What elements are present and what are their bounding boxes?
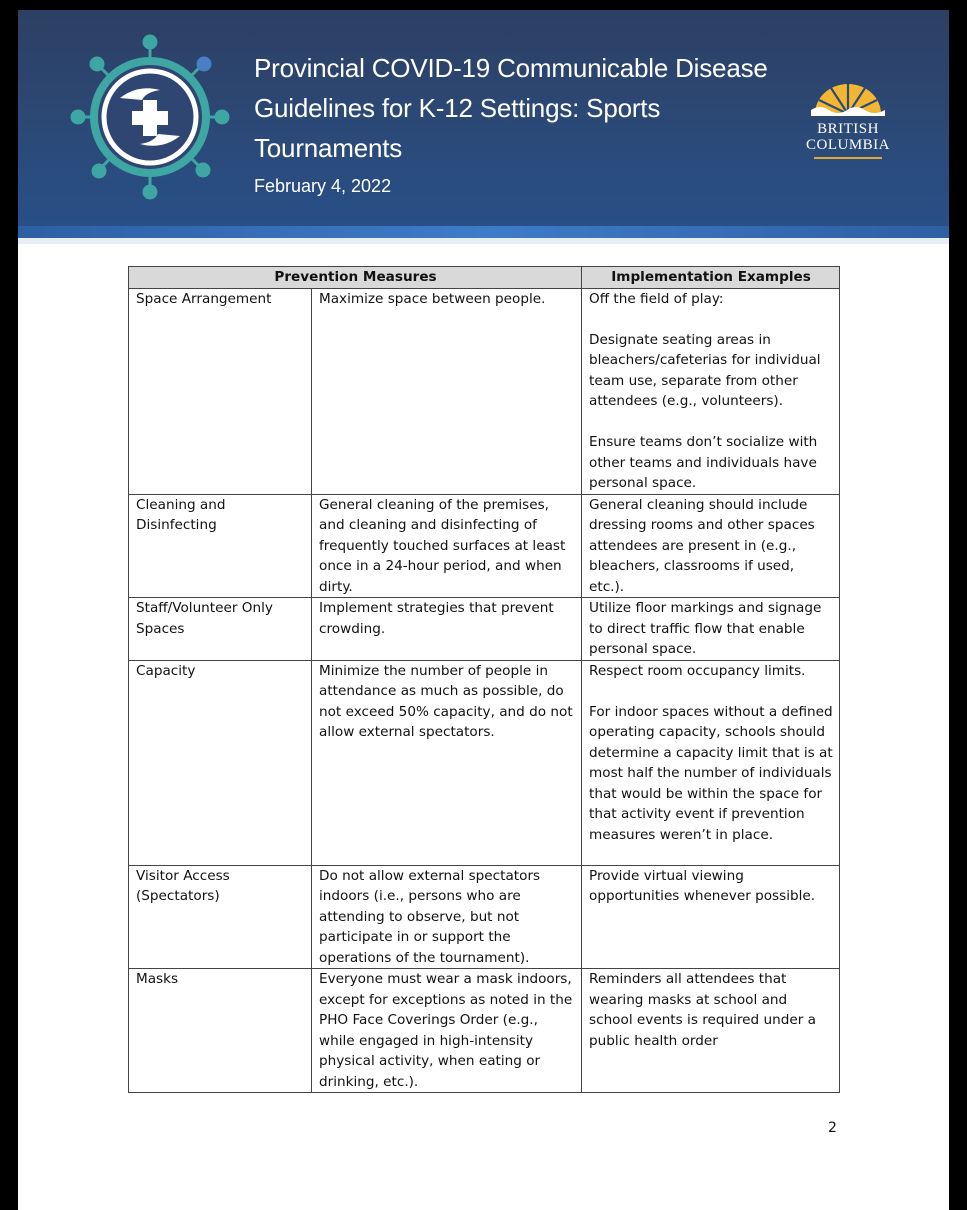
document-date: February 4, 2022 (254, 176, 392, 196)
row-examples: Reminders all attendees that wearing masks at school and school events is required under a public health order (582, 969, 840, 1093)
header-prevention-measures: Prevention Measures (129, 267, 582, 289)
row-category: Visitor Access (Spectators) (129, 865, 312, 969)
row-category: Masks (129, 969, 312, 1093)
table-header-row (129, 267, 840, 289)
table-row (129, 288, 840, 494)
covid-guidelines-logo-icon (70, 32, 230, 202)
document-page (18, 10, 949, 1210)
table-row (129, 865, 840, 969)
page-number: 2 (828, 1120, 837, 1136)
row-measure: Maximize space between people. (312, 288, 582, 494)
row-measure: Everyone must wear a mask indoors, except for exceptions as noted in the PHO Face Coverings Order (e.g., while engaged in high-intensity physical activity, when eating or drinking, etc.). (312, 969, 582, 1093)
table-row (129, 660, 840, 865)
document-title: Provincial COVID-19 Communicable Disease Guidelines for K-12 Settings: Sports Tournaments (254, 53, 768, 163)
row-examples: Off the field of play: Designate seating areas in bleachers/cafeterias for individual team use, separate from other attendees (e.g., volunteers). Ensure teams don’t socialize with other teams and individuals have personal space. (582, 288, 840, 494)
header-banner (18, 10, 949, 244)
row-measure: Minimize the number of people in attendance as much as possible, do not exceed 50% capacity, and do not allow external spectators. (312, 660, 582, 865)
row-category: Cleaning and Disinfecting (129, 494, 312, 598)
row-examples: Utilize floor markings and signage to direct traffic flow that enable personal space. (582, 598, 840, 661)
row-measure: General cleaning of the premises, and cleaning and disinfecting of frequently touched surfaces at least once in a 24-hour period, and when dirty. (312, 494, 582, 598)
table-row (129, 494, 840, 598)
row-examples: General cleaning should include dressing rooms and other spaces attendees are present in (e.g., bleachers, classrooms if used, etc.). (582, 494, 840, 598)
banner-bottom-edge (18, 238, 949, 244)
bc-logo-rule (814, 157, 882, 159)
row-measure: Do not allow external spectators indoors (i.e., persons who are attending to observe, but not participate in or support the operations of the tournament). (312, 865, 582, 969)
row-examples: Provide virtual viewing opportunities whenever possible. (582, 865, 840, 969)
table-row (129, 969, 840, 1093)
prevention-measures-table (128, 266, 840, 1093)
row-category: Staff/Volunteer Only Spaces (129, 598, 312, 661)
header-implementation-examples: Implementation Examples (582, 267, 840, 289)
row-examples: Respect room occupancy limits. For indoor spaces without a defined operating capacity, schools should determine a capacity limit that is at most half the number of individuals that would be within the space for that activity event if prevention measures weren’t in place. (582, 660, 840, 865)
table-row (129, 598, 840, 661)
sun-logo-icon (811, 80, 885, 116)
row-category: Capacity (129, 660, 312, 865)
bc-logo-line1: BRITISH (817, 121, 879, 137)
row-category: Space Arrangement (129, 288, 312, 494)
row-measure: Implement strategies that prevent crowding. (312, 598, 582, 661)
bc-logo-line2: COLUMBIA (805, 137, 890, 153)
bc-logo (798, 80, 898, 159)
